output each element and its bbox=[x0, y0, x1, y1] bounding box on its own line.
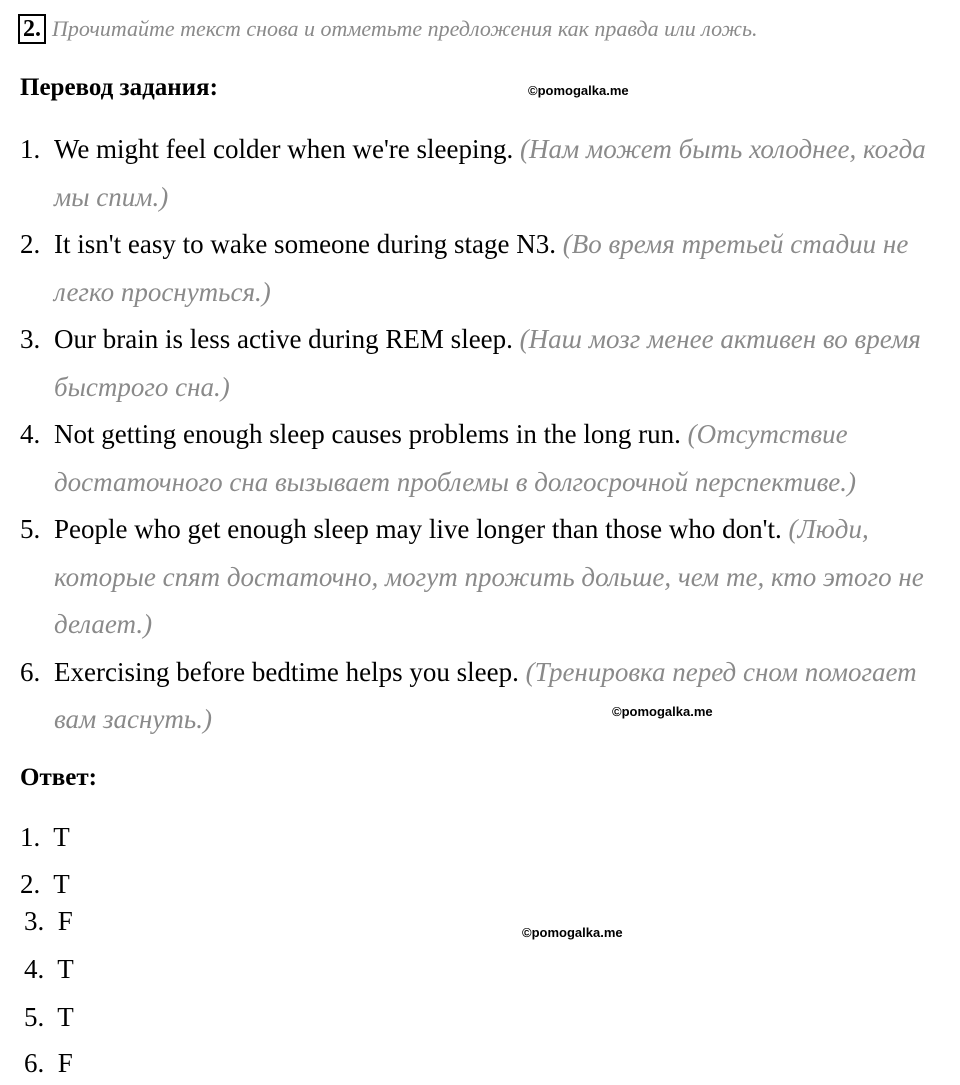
answer-number: 4. bbox=[24, 954, 45, 984]
statement-item bbox=[20, 316, 955, 411]
answer-number: 6. bbox=[24, 1048, 45, 1078]
statement-translation: (Люди, которые спят достаточно, могут прожить дольше, чем те, кто этого не делает.) bbox=[54, 514, 924, 639]
statement-english: Not getting enough sleep causes problems in the long run. bbox=[54, 419, 681, 449]
answer-value: T bbox=[53, 822, 70, 852]
answer-number: 2. bbox=[20, 869, 41, 899]
answer-item bbox=[24, 1048, 73, 1078]
answer-value: F bbox=[57, 1048, 73, 1078]
answer-value: T bbox=[53, 869, 70, 899]
statement-english: It isn't easy to wake someone during stage N3. bbox=[54, 229, 557, 259]
statement-number: 6. bbox=[20, 656, 41, 687]
statement-number: 1. bbox=[20, 134, 41, 164]
statement-item bbox=[20, 126, 955, 221]
answer-item bbox=[24, 906, 73, 936]
answer-value: F bbox=[57, 906, 73, 936]
watermark: ©pomogalka.me bbox=[528, 83, 629, 98]
statement-translation: (Нам может быть холоднее, когда мы спим.) bbox=[54, 134, 926, 212]
answer-number: 5. bbox=[24, 1002, 45, 1032]
statement-translation: (Наш мозг менее активен во время быстрого сна.) bbox=[54, 324, 921, 402]
statement-item bbox=[20, 649, 955, 744]
answer-item bbox=[24, 954, 74, 984]
statement-english: People who get enough sleep may live longer than those who don't. bbox=[54, 514, 782, 544]
answer-heading: Ответ: bbox=[20, 764, 97, 791]
statement-list bbox=[20, 126, 955, 744]
answer-item bbox=[20, 869, 70, 899]
statement-english: We might feel colder when we're sleeping. bbox=[54, 134, 514, 164]
answer-number: 1. bbox=[20, 822, 41, 852]
statement-number: 2. bbox=[20, 229, 41, 259]
answer-number: 3. bbox=[24, 906, 45, 936]
answer-item bbox=[24, 1002, 74, 1032]
statement-item bbox=[20, 411, 955, 506]
statement-number: 5. bbox=[20, 514, 41, 544]
task-number: 2. bbox=[18, 14, 46, 44]
answer-value: T bbox=[57, 1002, 74, 1032]
task-instruction: Прочитайте текст снова и отметьте предложения как правда или ложь. bbox=[52, 16, 758, 41]
statement-english: Exercising before bedtime helps you sleep. bbox=[54, 656, 519, 687]
watermark: ©pomogalka.me bbox=[522, 925, 623, 940]
answer-item bbox=[20, 822, 70, 852]
statement-number: 4. bbox=[20, 419, 41, 449]
statement-english: Our brain is less active during REM sleep. bbox=[54, 324, 513, 354]
answer-value: T bbox=[57, 954, 74, 984]
statement-item bbox=[20, 506, 955, 649]
task-header bbox=[18, 12, 758, 46]
translation-heading: Перевод задания: bbox=[20, 74, 218, 101]
statement-number: 3. bbox=[20, 324, 41, 354]
statement-item bbox=[20, 221, 955, 316]
statement-translation: (Тренировка перед сном помогает вам заснуть.) bbox=[54, 656, 917, 734]
watermark: ©pomogalka.me bbox=[612, 704, 713, 719]
statement-translation: (Отсутствие достаточного сна вызывает проблемы в долгосрочной перспективе.) bbox=[54, 419, 857, 497]
statement-translation: (Во время третьей стадии не легко проснуться.) bbox=[54, 229, 909, 307]
